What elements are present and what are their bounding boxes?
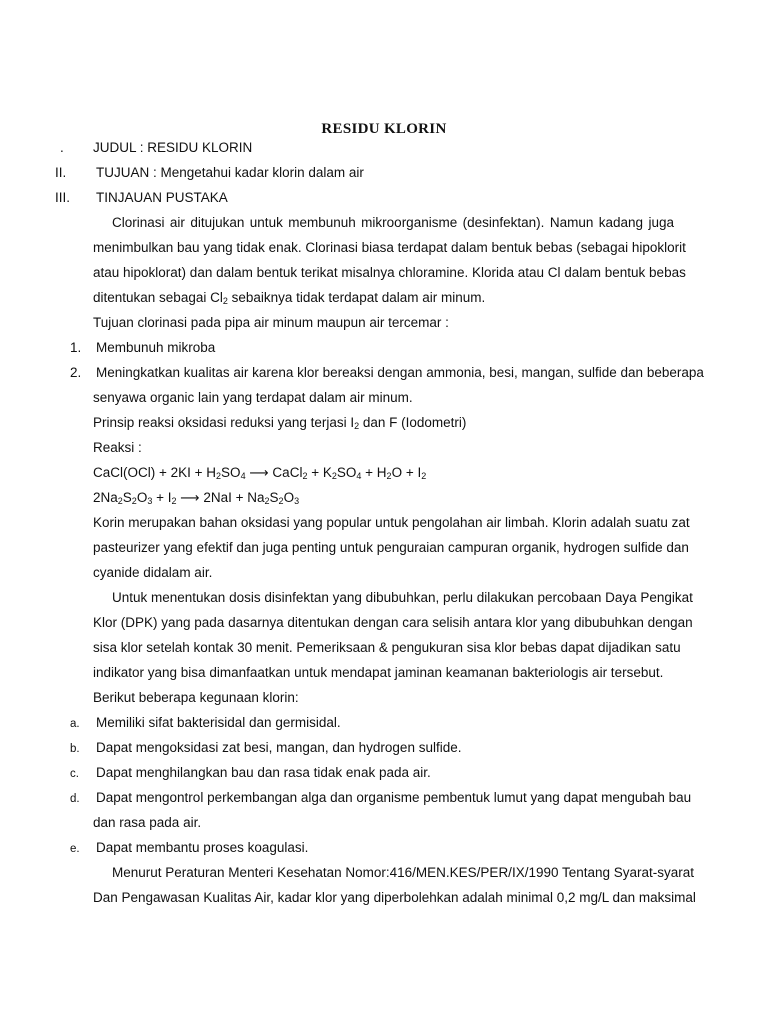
prinsip-reaksi: Prinsip reaksi oksidasi reduksi yang terjasi $I_2$ dan F (Iodometri)	[93, 415, 467, 431]
list-item-continuation: dan rasa pada air.	[93, 815, 202, 830]
section-marker: II.	[55, 165, 67, 180]
paragraph-korin-line: Korin merupakan bahan oksidasi yang popular untuk pengolahan air limbah. Klorin adalah suatu zat	[93, 515, 690, 530]
paragraph-clorinasi-line: ditentukan sebagai $Cl_2$ sebaiknya tidak terdapat dalam air minum.	[93, 290, 486, 306]
document-title: RESIDU KLORIN	[321, 121, 447, 137]
list-marker: c.	[70, 768, 79, 780]
list-item: Dapat mengoksidasi zat besi, mangan, dan hydrogen sulfide.	[96, 740, 462, 755]
list-item: Membunuh mikroba	[96, 340, 216, 355]
list-marker: b.	[70, 743, 80, 755]
paragraph-dosis-line: Klor (DPK) yang pada dasarnya ditentukan dengan cara selisih antara klor yang dibubuhkan dengan	[93, 615, 693, 630]
paragraph-dosis-line: indikator yang bisa dimanfaatkan untuk mendapat jaminan keamanan bakteriologis air tersebut.	[93, 665, 664, 680]
section-tinjauan: TINJAUAN PUSTAKA	[96, 190, 228, 205]
tujuan-clorinasi-intro: Tujuan clorinasi pada pipa air minum maupun air tercemar :	[93, 315, 449, 330]
paragraph-clorinasi-line: menimbulkan bau yang tidak enak. Clorinasi biasa terdapat dalam bentuk bebas (sebagai hipoklorit	[93, 240, 686, 255]
list-marker: d.	[70, 793, 80, 805]
kegunaan-intro: Berikut beberapa kegunaan klorin:	[93, 690, 299, 705]
section-judul: JUDUL : RESIDU KLORIN	[93, 140, 253, 155]
list-item: Dapat membantu proses koagulasi.	[96, 840, 309, 855]
reaction-equation-2: $2Na_2S_2O_3 + I_2$ ⟶ $2NaI + Na_2S_2O_3$	[93, 490, 300, 506]
section-tujuan: TUJUAN : Mengetahui kadar klorin dalam air	[96, 165, 364, 180]
reaction-equation-1: CaCl(OCl) + $2KI + H_2SO_4$ ⟶ CaCl$_2$ + $K_2SO_4 + H_2O + I_2$	[93, 465, 427, 481]
list-marker: e.	[70, 843, 80, 855]
section-marker: .	[60, 140, 64, 155]
paragraph-dosis-line: sisa klor setelah kontak 30 menit. Pemeriksaan & pengukuran sisa klor bebas dapat dijadikan satu	[93, 640, 681, 655]
reaksi-label: Reaksi :	[93, 440, 142, 455]
paragraph-peraturan-line: Menurut Peraturan Menteri Kesehatan Nomor:416/MEN.KES/PER/IX/1990 Tentang Syarat-syarat	[112, 865, 695, 880]
paragraph-korin-line: pasteurizer yang efektif dan juga penting untuk penguraian campuran organik, hydrogen sulfide dan	[93, 540, 689, 555]
paragraph-clorinasi-line: Clorinasi air ditujukan untuk membunuh mikroorganisme (desinfektan). Namun kadang juga	[112, 215, 674, 230]
list-item: Meningkatkan kualitas air karena klor bereaksi dengan ammonia, besi, mangan, sulfide dan beberapa	[96, 365, 704, 380]
list-marker: 1.	[70, 340, 82, 355]
paragraph-korin-line: cyanide didalam air.	[93, 565, 213, 580]
paragraph-dosis-line: Untuk menentukan dosis disinfektan yang dibubuhkan, perlu dilakukan percobaan Daya Pengikat	[112, 590, 693, 605]
paragraph-clorinasi-line: atau hipoklorat) dan dalam bentuk terikat misalnya chloramine. Klorida atau Cl dalam bentuk bebas	[93, 265, 686, 280]
list-marker: a.	[70, 718, 80, 730]
list-item: Dapat menghilangkan bau dan rasa tidak enak pada air.	[96, 765, 431, 780]
list-item-continuation: senyawa organic lain yang terdapat dalam air minum.	[93, 390, 413, 405]
list-item: Dapat mengontrol perkembangan alga dan organisme pembentuk lumut yang dapat mengubah bau	[96, 790, 692, 805]
paragraph-peraturan-line: Dan Pengawasan Kualitas Air, kadar klor yang diperbolehkan adalah minimal 0,2 mg/L dan maksimal	[93, 890, 696, 905]
list-item: Memiliki sifat bakterisidal dan germisidal.	[96, 715, 341, 730]
section-marker: III.	[55, 190, 71, 205]
list-marker: 2.	[70, 365, 82, 380]
